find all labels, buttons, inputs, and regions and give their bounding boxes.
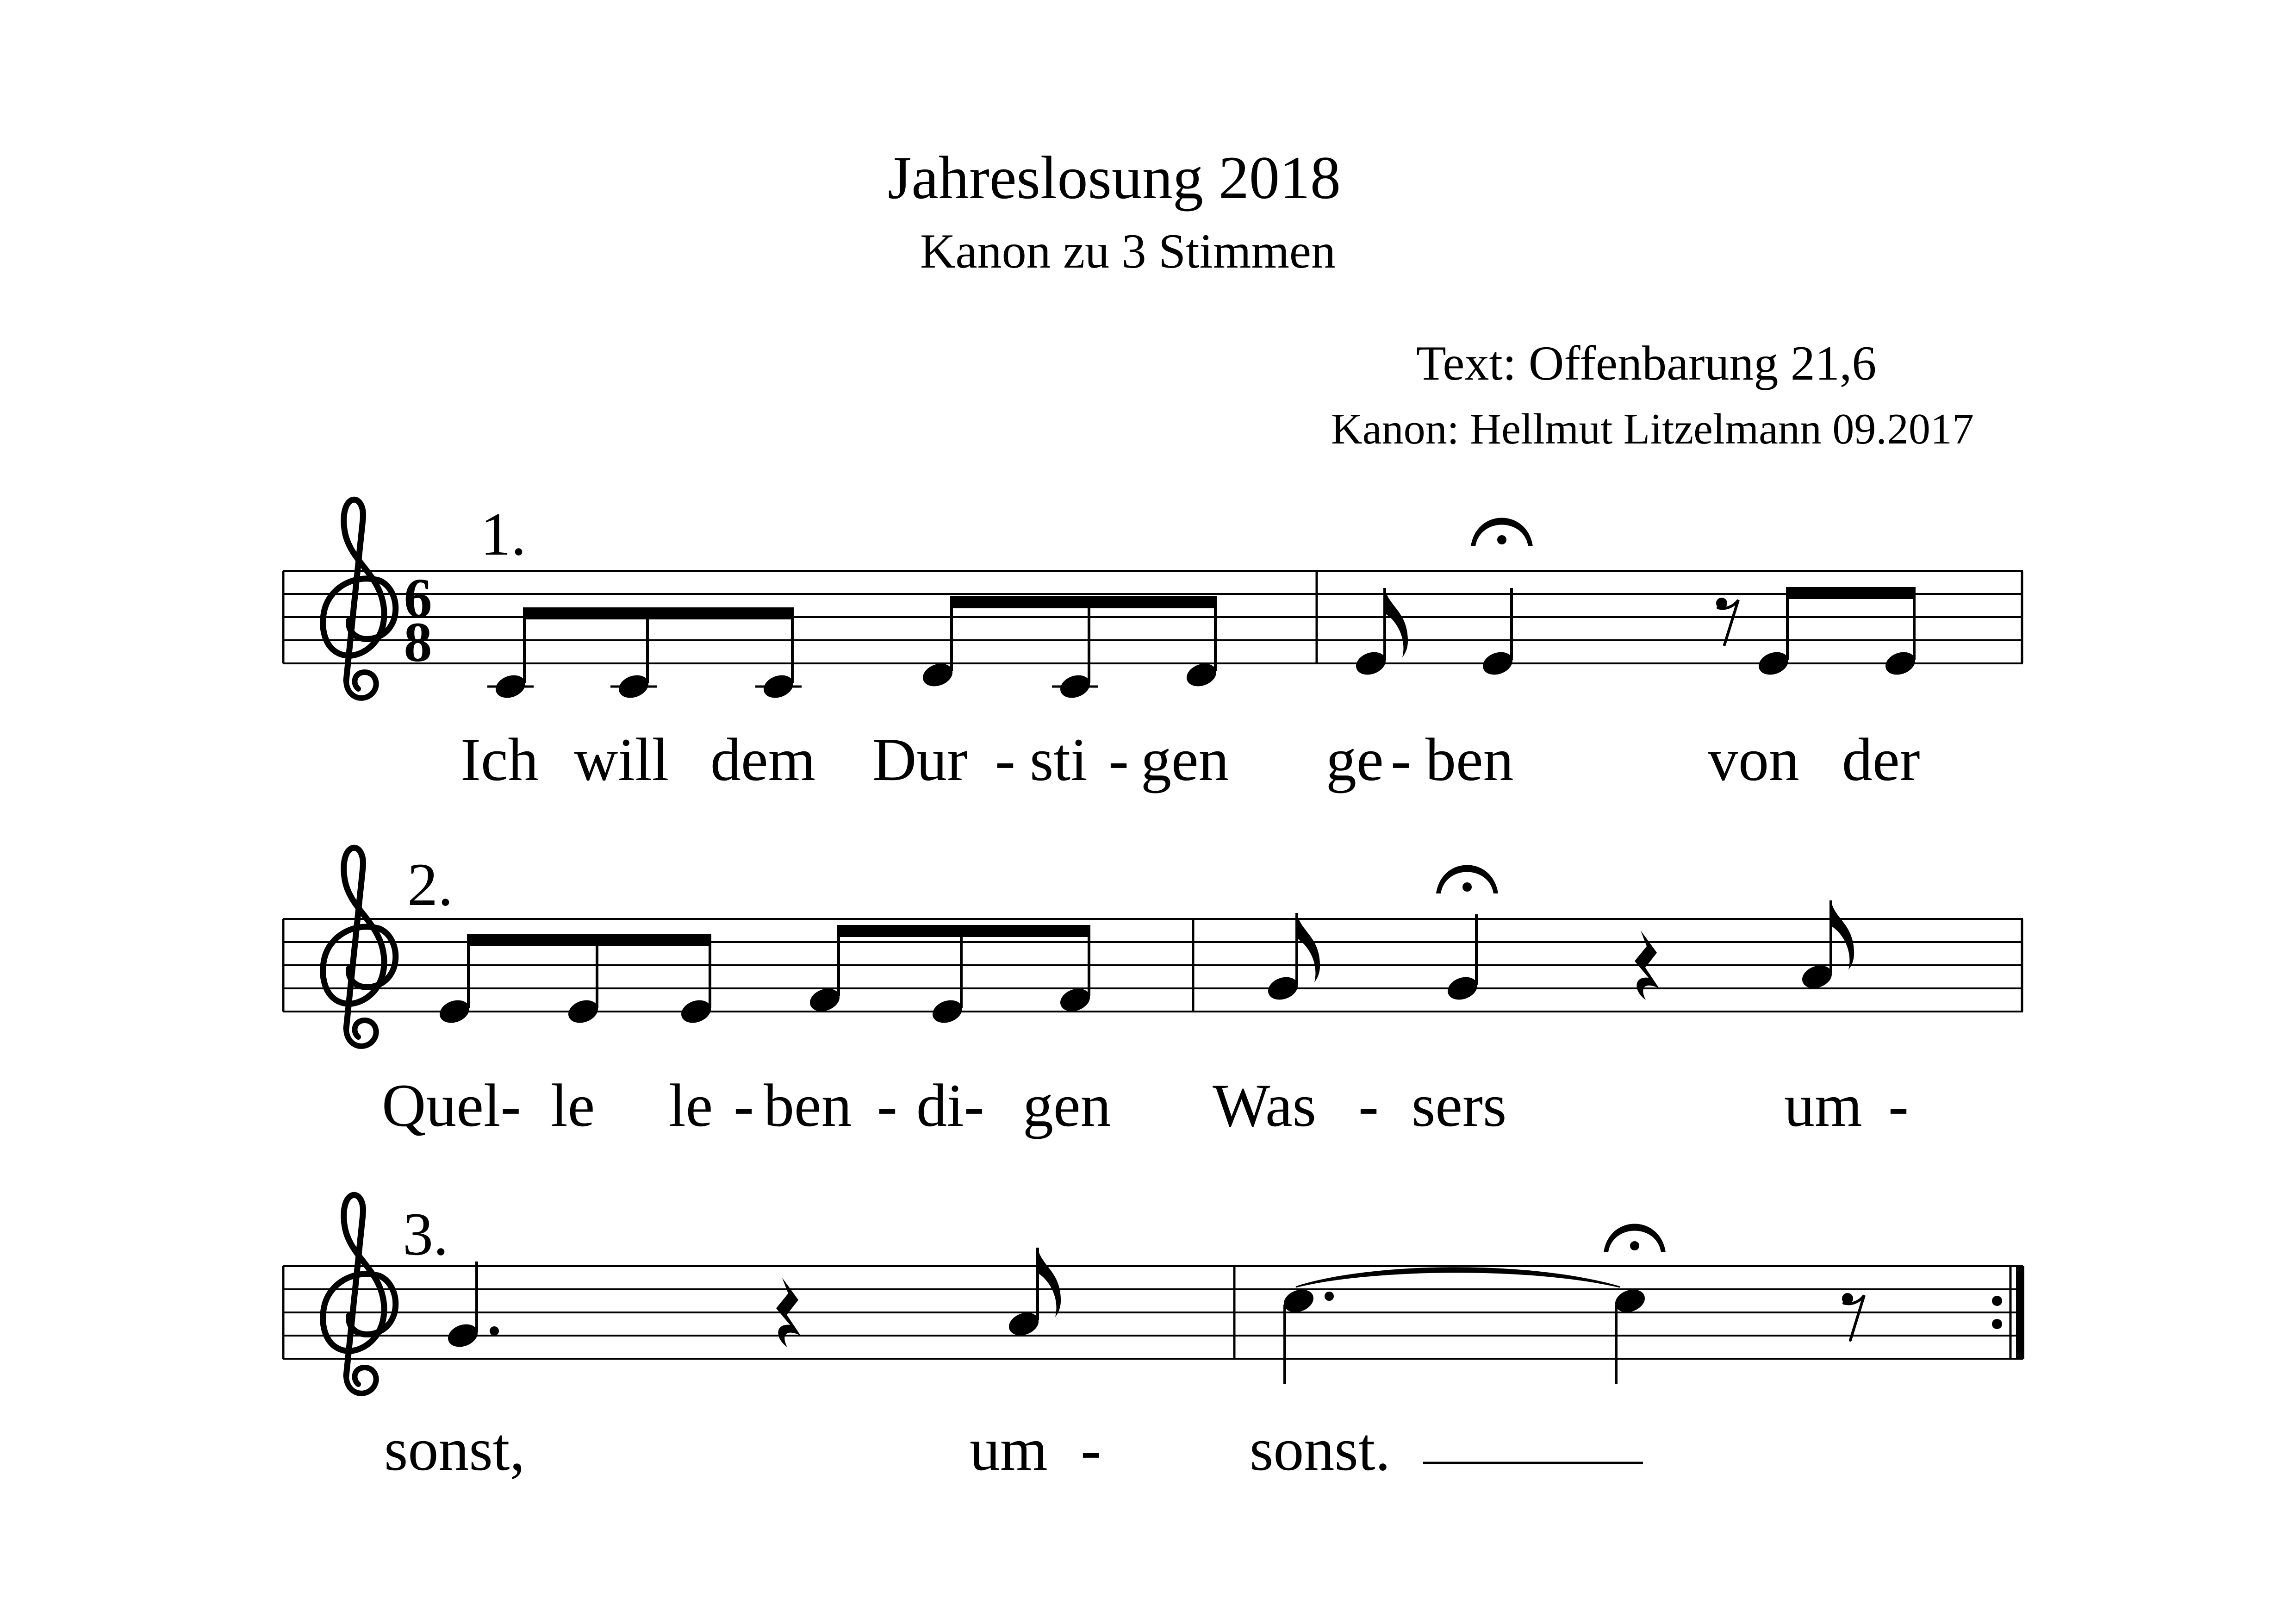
beam — [837, 925, 1090, 937]
lyric-hyphen: - — [995, 725, 1015, 793]
lyric-syllable: sers — [1412, 1071, 1507, 1139]
lyric-syllable: ben — [764, 1071, 852, 1139]
lyric-syllable: di- — [916, 1071, 984, 1139]
lyric-hyphen: - — [1108, 725, 1129, 793]
lyric-hyphen: - — [734, 1071, 754, 1139]
lyric-syllable: will — [574, 725, 669, 793]
lyric-hyphen: - — [1888, 1071, 1909, 1139]
staff-system-2 — [283, 919, 2023, 1012]
note-quarter — [1444, 914, 1481, 1004]
lyric-syllable: Dur — [872, 725, 968, 793]
time-signature-numerator: 6 — [404, 567, 432, 630]
lyric-syllable: le — [669, 1071, 713, 1139]
beam-group — [436, 934, 714, 1027]
lyric-syllable: um — [1784, 1071, 1862, 1139]
lyric-syllable: ben — [1425, 725, 1514, 793]
lyric-syllable: um — [970, 1415, 1048, 1483]
beam — [1786, 587, 1916, 599]
text-credit: Text: Offenbarung 21,6 — [1416, 336, 1877, 390]
note-eighth — [1265, 913, 1320, 1004]
tie — [1296, 1268, 1620, 1287]
beam-group — [487, 607, 802, 702]
treble-clef-icon — [323, 848, 396, 1046]
staff-system-3 — [283, 1266, 2023, 1359]
piece-title: Jahreslosung 2018 — [888, 144, 1341, 212]
beam — [467, 934, 711, 946]
fermata-icon — [1604, 1224, 1666, 1253]
time-signature-denominator: 8 — [404, 611, 432, 674]
note-quarter — [1480, 588, 1516, 679]
beam-group — [920, 596, 1220, 702]
lyric-syllable: Ich — [460, 725, 539, 793]
lyric-syllable: von — [1708, 725, 1799, 793]
lyric-syllable: gen — [1141, 725, 1229, 793]
lyric-syllable: sonst, — [384, 1415, 525, 1483]
note-eighth — [1006, 1248, 1061, 1339]
beam — [950, 596, 1217, 608]
lyric-syllable: Was — [1213, 1071, 1316, 1139]
lyric-syllable: sti — [1030, 725, 1088, 793]
fermata-icon — [1436, 865, 1498, 894]
lyric-syllable: der — [1842, 725, 1920, 793]
beam — [523, 607, 794, 619]
lyric-hyphen: - — [1358, 1071, 1379, 1139]
system-number-3: 3. — [403, 1200, 448, 1268]
beam-group — [1755, 587, 1918, 679]
note-eighth — [1799, 900, 1854, 992]
treble-clef-icon — [323, 500, 396, 698]
lyric-hyphen: - — [1081, 1415, 1101, 1483]
system-number-2: 2. — [407, 850, 453, 918]
eighth-rest-icon — [1842, 1293, 1864, 1340]
lyric-syllable: dem — [710, 725, 816, 793]
lyric-syllable: gen — [1023, 1071, 1111, 1139]
fermata-icon — [1471, 518, 1533, 547]
note-dotted-quarter — [445, 1262, 499, 1351]
lyric-syllable: sonst. — [1250, 1415, 1391, 1483]
piece-subtitle: Kanon zu 3 Stimmen — [920, 224, 1336, 278]
lyric-syllable: Quel- — [382, 1071, 521, 1139]
composer-credit: Kanon: Hellmut Litzelmann 09.2017 — [1331, 405, 1974, 453]
note-eighth — [1353, 588, 1408, 679]
eighth-rest-icon — [1716, 598, 1738, 645]
lyric-syllable: le — [551, 1071, 595, 1139]
treble-clef-icon — [323, 1195, 396, 1393]
lyric-hyphen: - — [1391, 725, 1411, 793]
system-number-1: 1. — [480, 500, 526, 568]
lyric-hyphen: - — [877, 1071, 897, 1139]
lyric-syllable: ge — [1326, 725, 1384, 793]
